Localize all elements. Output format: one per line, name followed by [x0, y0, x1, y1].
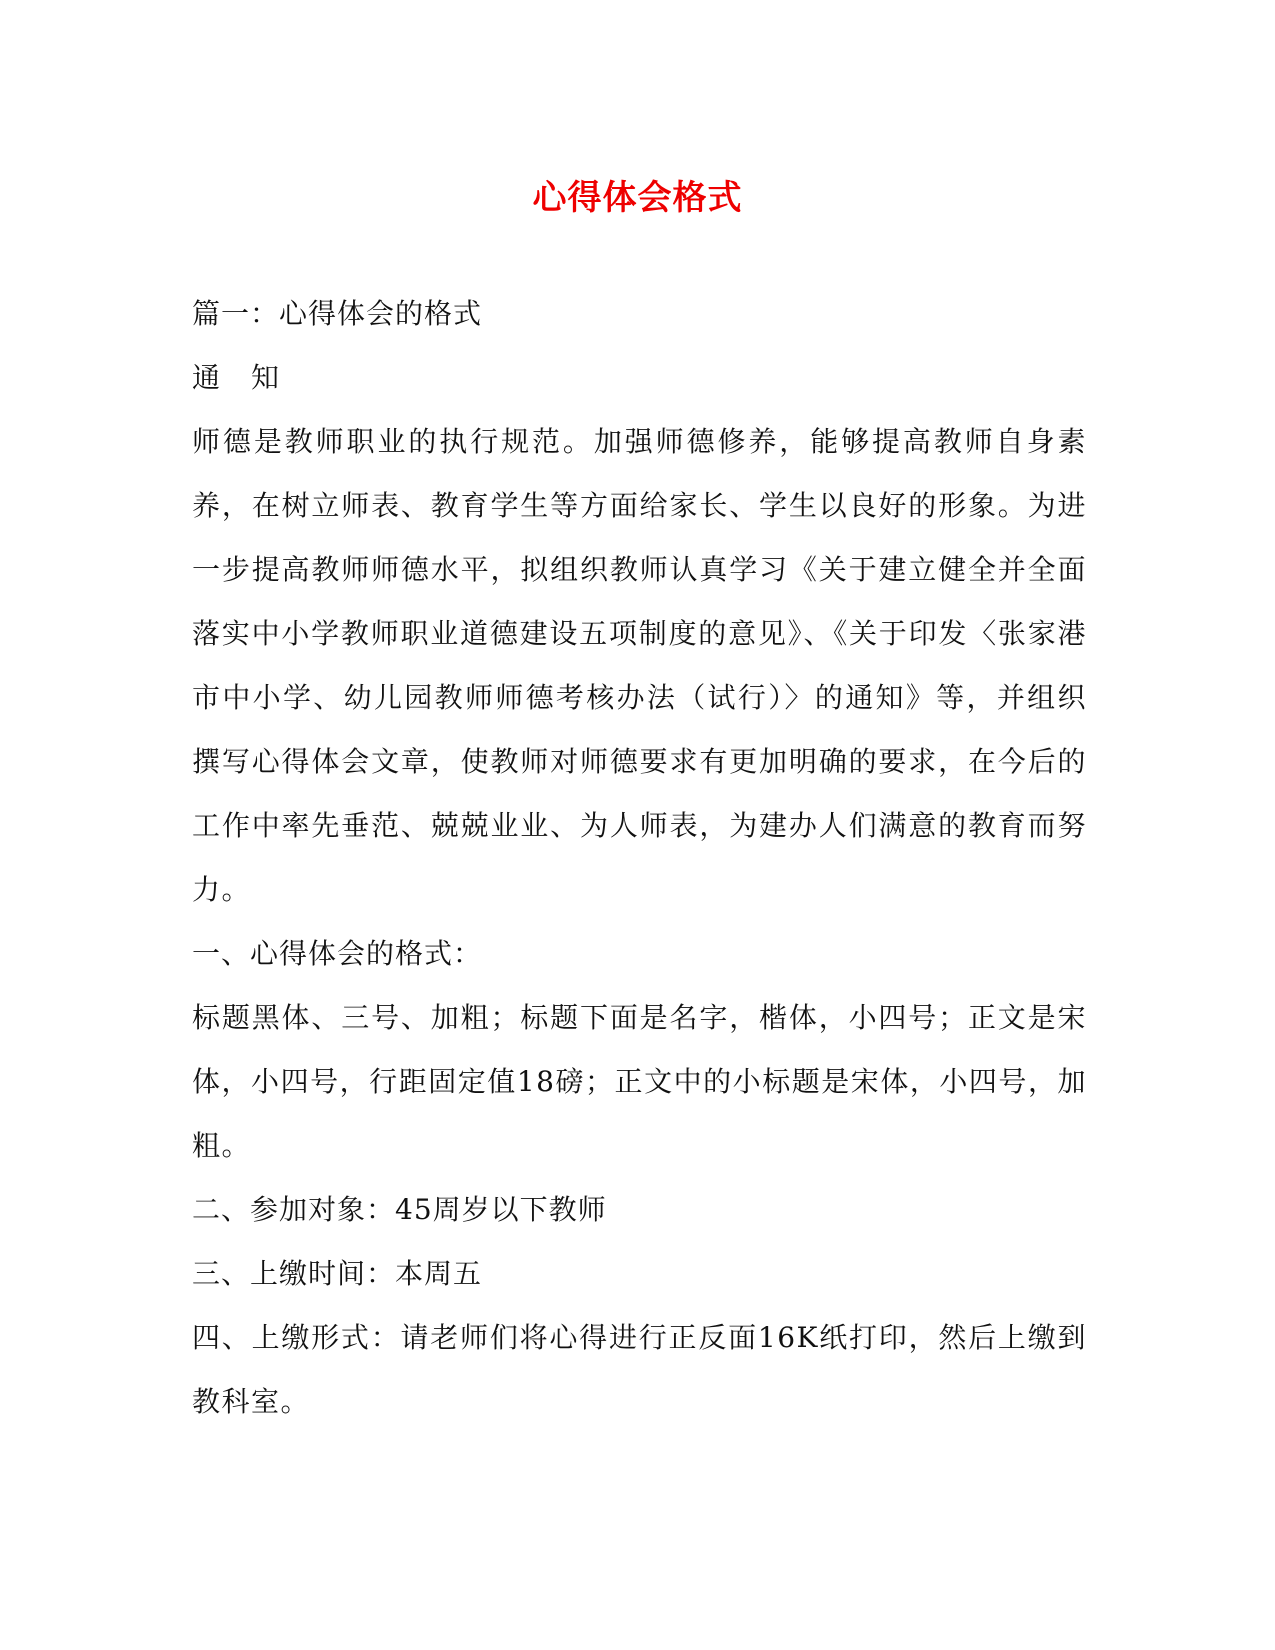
notice-heading [192, 346, 1087, 410]
section-4-item: 四、上缴形式：请老师们将心得进行正反面16K纸打印，然后上缴到教科室。 [192, 1321, 1087, 1418]
section-1-body: 标题黑体、三号、加粗；标题下面是名字，楷体，小四号；正文是宋体，小四号，行距固定值18磅；正文中的小标题是宋体，小四号，加粗。 [192, 1001, 1087, 1162]
notice-char-2: 知 [251, 361, 281, 394]
intro-paragraph: 师德是教师职业的执行规范。加强师德修养，能够提高教师自身素养，在树立师表、教育学生等方面给家长、学生以良好的形象。为进一步提高教师师德水平，拟组织教师认真学习《关于建立健全并全面落实中小学教师职业道德建设五项制度的意见》、《关于印发〈张家港市中小学、幼儿园教师师德考核办法（试行）〉的通知》等，并组织撰写心得体会文章，使教师对师德要求有更加明确的要求，在今后的工作中率先垂范、兢兢业业、为人师表，为建办人们满意的教育而努力。 [192, 425, 1087, 906]
document-body [192, 282, 1087, 1434]
notice-char-1: 通 [192, 361, 222, 394]
section-3-item: 三、上缴时间：本周五 [192, 1257, 483, 1290]
section-2-item: 二、参加对象：45周岁以下教师 [192, 1193, 607, 1226]
subtitle: 篇一：心得体会的格式 [192, 297, 483, 330]
section-1-heading: 一、心得体会的格式： [192, 937, 483, 970]
document-title: 心得体会格式 [532, 178, 743, 218]
